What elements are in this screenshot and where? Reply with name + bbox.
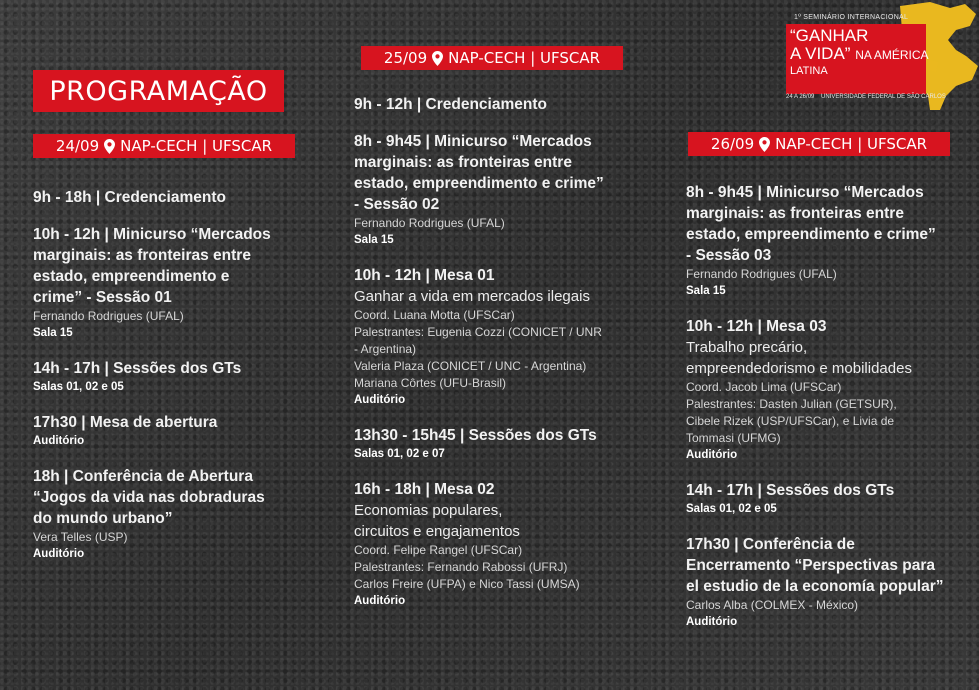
event-subtitle-line: Trabalho precário, — [686, 339, 808, 356]
event-heading — [33, 224, 303, 308]
logo-university: UNIVERSIDADE FEDERAL DE SÃO CARLOS — [821, 94, 946, 100]
event-detail-line: Coord. Luana Motta (UFSCar) — [354, 308, 515, 322]
event-heading — [33, 358, 303, 379]
event-heading-line: 14h - 17h | Sessões dos GTs — [33, 360, 242, 377]
event-heading-line: - Sessão 02 — [354, 196, 440, 213]
event-heading-line: 10h - 12h | Mesa 01 — [354, 267, 495, 284]
event-heading — [354, 94, 644, 115]
event-heading — [354, 479, 644, 500]
event-heading — [33, 412, 303, 433]
event-detail — [686, 597, 976, 614]
event-detail — [686, 379, 976, 447]
event-detail-line: Carlos Freire (UFPA) e Nico Tassi (UMSA) — [354, 577, 580, 591]
event-detail — [33, 308, 303, 325]
logo-footer — [786, 94, 946, 100]
event-room: Salas 01, 02 e 05 — [33, 381, 124, 393]
schedule-item — [33, 412, 303, 450]
logo-dates: 24 A 26/09 — [786, 94, 815, 100]
logo-title-line2a: A VIDA” — [790, 44, 851, 63]
event-heading-line: 14h - 17h | Sessões dos GTs — [686, 482, 895, 499]
event-detail — [354, 215, 644, 232]
event-room: Salas 01, 02 e 07 — [354, 448, 445, 460]
event-room: Auditório — [354, 394, 406, 406]
event-room: Auditório — [33, 548, 85, 560]
event-detail — [686, 266, 976, 283]
event-subtitle — [686, 337, 976, 379]
day-2-header — [361, 46, 623, 70]
event-heading-line: estado, empreendimento e — [33, 268, 230, 285]
event-subtitle — [354, 500, 644, 542]
event-heading — [686, 182, 976, 266]
event-heading-line: crime” - Sessão 01 — [33, 289, 172, 306]
location-pin-icon — [432, 51, 443, 66]
event-detail — [354, 307, 644, 392]
event-heading-line: 9h - 12h | Credenciamento — [354, 96, 547, 113]
schedule-item — [354, 265, 644, 409]
event-heading-line: do mundo urbano” — [33, 510, 173, 527]
event-detail-line: Carlos Alba (COLMEX - México) — [686, 598, 859, 612]
event-room: Salas 01, 02 e 05 — [686, 503, 777, 515]
event-heading-line: estado, empreendimento e crime” — [686, 226, 936, 243]
event-heading-line: 10h - 12h | Mesa 03 — [686, 318, 827, 335]
event-heading — [686, 316, 976, 337]
event-room: Auditório — [354, 595, 406, 607]
event-detail-line: Mariana Côrtes (UFU-Brasil) — [354, 376, 507, 390]
event-heading — [33, 466, 303, 529]
event-detail — [354, 542, 644, 593]
event-heading-line: 8h - 9h45 | Minicurso “Mercados — [354, 133, 592, 150]
event-heading-line: “Jogos da vida nas dobraduras — [33, 489, 265, 506]
event-heading-line: 9h - 18h | Credenciamento — [33, 189, 226, 206]
event-room: Sala 15 — [33, 327, 73, 339]
event-heading — [33, 187, 303, 208]
schedule-item — [33, 358, 303, 396]
day-1-header — [33, 134, 295, 158]
event-detail-line: Fernando Rodrigues (UFAL) — [354, 216, 505, 230]
schedule-item — [686, 182, 976, 300]
event-detail — [33, 529, 303, 546]
event-detail-line: Valeria Plaza (CONICET / UNC - Argentina) — [354, 359, 587, 373]
event-subtitle-line: empreendedorismo e mobilidades — [686, 360, 912, 377]
event-heading — [354, 131, 644, 215]
event-heading-line: marginais: as fronteiras entre — [354, 154, 572, 171]
event-heading-line: estado, empreendimento e crime” — [354, 175, 604, 192]
event-subtitle — [354, 286, 644, 307]
event-detail-line: - Argentina) — [354, 342, 417, 356]
schedule-item — [354, 131, 644, 249]
event-room: Auditório — [33, 435, 85, 447]
event-detail-line: Palestrantes: Dasten Julian (GETSUR), — [686, 397, 897, 411]
schedule-item — [686, 480, 976, 518]
event-heading-line: 10h - 12h | Minicurso “Mercados — [33, 226, 271, 243]
day-3-header — [688, 132, 950, 156]
day-2-schedule — [354, 94, 644, 626]
event-heading-line: el estudio de la economía popular” — [686, 578, 944, 595]
schedule-item — [33, 187, 303, 208]
event-detail-line: Coord. Jacob Lima (UFSCar) — [686, 380, 842, 394]
event-heading — [686, 534, 976, 597]
event-heading-line: - Sessão 03 — [686, 247, 772, 264]
day-2-date: 25/09 — [383, 49, 428, 67]
event-subtitle-line: circuitos e engajamentos — [354, 523, 520, 540]
event-subtitle-line: Ganhar a vida em mercados ilegais — [354, 288, 590, 305]
event-heading-line: 13h30 - 15h45 | Sessões dos GTs — [354, 427, 597, 444]
schedule-item — [33, 466, 303, 563]
location-pin-icon — [104, 139, 115, 154]
event-heading — [354, 265, 644, 286]
day-1-schedule — [33, 187, 303, 579]
logo-title-line2 — [790, 45, 929, 64]
day-3-date: 26/09 — [710, 135, 755, 153]
logo-title-line3: LATINA — [790, 65, 828, 77]
logo-seminar-label: 1º SEMINÁRIO INTERNACIONAL — [794, 14, 909, 21]
event-heading-line: 8h - 9h45 | Minicurso “Mercados — [686, 184, 924, 201]
event-detail-line: Palestrantes: Fernando Rabossi (UFRJ) — [354, 560, 568, 574]
schedule-item — [33, 224, 303, 342]
logo-title-line2b: NA AMÉRICA — [855, 48, 929, 62]
event-detail-line: Fernando Rodrigues (UFAL) — [686, 267, 837, 281]
day-3-venue: NAP-CECH | UFSCAR — [775, 135, 928, 153]
location-pin-icon — [759, 137, 770, 152]
event-heading-line: 16h - 18h | Mesa 02 — [354, 481, 495, 498]
event-heading-line: 18h | Conferência de Abertura — [33, 468, 253, 485]
event-detail-line: Cibele Rizek (USP/UFSCar), e Livia de — [686, 414, 895, 428]
schedule-item — [354, 425, 644, 463]
day-1-venue: NAP-CECH | UFSCAR — [120, 137, 273, 155]
schedule-item — [686, 534, 976, 631]
event-heading-line: 17h30 | Conferência de — [686, 536, 855, 553]
event-room: Auditório — [686, 449, 738, 461]
event-heading — [354, 425, 644, 446]
schedule-item — [354, 94, 644, 115]
event-heading-line: marginais: as fronteiras entre — [686, 205, 904, 222]
event-room: Sala 15 — [686, 285, 726, 297]
day-1-date: 24/09 — [55, 137, 100, 155]
event-detail-line: Fernando Rodrigues (UFAL) — [33, 309, 184, 323]
day-3-schedule — [686, 182, 976, 647]
schedule-item — [354, 479, 644, 610]
day-2-venue: NAP-CECH | UFSCAR — [448, 49, 601, 67]
event-detail-line: Tommasi (UFMG) — [686, 431, 781, 445]
event-heading-line: 17h30 | Mesa de abertura — [33, 414, 218, 431]
event-detail-line: Palestrantes: Eugenia Cozzi (CONICET / UNR — [354, 325, 602, 339]
schedule-item — [686, 316, 976, 464]
event-detail-line: Coord. Felipe Rangel (UFSCar) — [354, 543, 523, 557]
event-heading — [686, 480, 976, 501]
event-heading-line: Encerramento “Perspectivas para — [686, 557, 935, 574]
page-title: PROGRAMAÇÃO — [33, 70, 284, 112]
logo-title-line1: “GANHAR — [790, 26, 869, 45]
event-room: Sala 15 — [354, 234, 394, 246]
event-room: Auditório — [686, 616, 738, 628]
event-subtitle-line: Economias populares, — [354, 502, 503, 519]
event-detail-line: Vera Telles (USP) — [33, 530, 128, 544]
event-heading-line: marginais: as fronteiras entre — [33, 247, 251, 264]
